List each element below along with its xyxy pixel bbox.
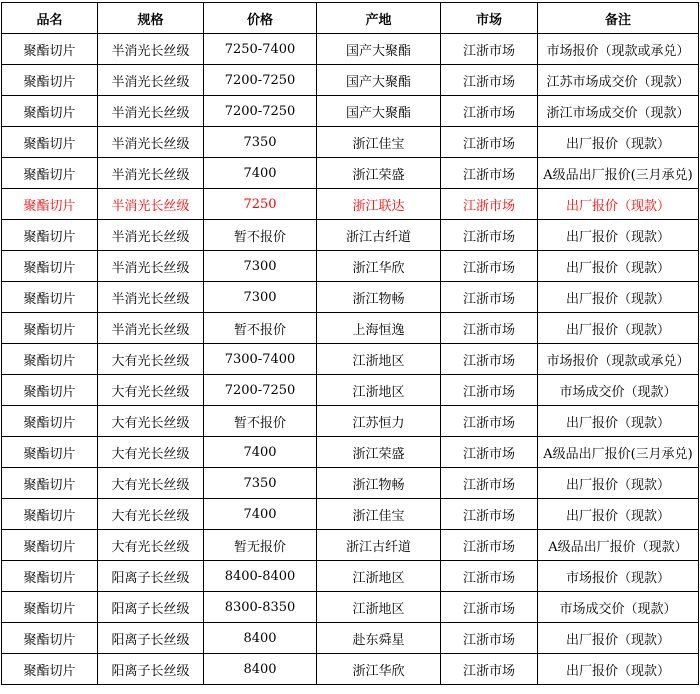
cell-spec: 大有光长丝级 [98, 499, 204, 530]
cell-spec: 大有光长丝级 [98, 375, 204, 406]
table-row [2, 592, 699, 623]
cell-note: 出厂报价（现款） [538, 499, 699, 530]
cell-origin: 浙江荣盛 [317, 437, 441, 468]
cell-spec: 半消光长丝级 [98, 96, 204, 127]
cell-price: 暂不报价 [204, 220, 317, 251]
cell-product: 聚酯切片 [2, 468, 98, 499]
cell-product: 聚酯切片 [2, 127, 98, 158]
cell-product: 聚酯切片 [2, 437, 98, 468]
cell-spec: 大有光长丝级 [98, 344, 204, 375]
cell-origin: 国产大聚酯 [317, 34, 441, 65]
cell-origin: 赴东舜星 [317, 623, 441, 654]
table-row [2, 468, 699, 499]
cell-origin: 江浙地区 [317, 344, 441, 375]
header-product: 品名 [2, 3, 98, 34]
cell-product: 聚酯切片 [2, 313, 98, 344]
cell-spec: 阳离子长丝级 [98, 654, 204, 685]
cell-origin: 浙江联达 [317, 189, 441, 220]
cell-market: 江浙市场 [441, 623, 538, 654]
cell-spec: 大有光长丝级 [98, 468, 204, 499]
cell-price: 7400 [204, 499, 317, 530]
cell-spec: 半消光长丝级 [98, 65, 204, 96]
cell-spec: 半消光长丝级 [98, 158, 204, 189]
table-row [2, 406, 699, 437]
cell-product: 聚酯切片 [2, 406, 98, 437]
cell-origin: 江苏恒力 [317, 406, 441, 437]
cell-spec: 大有光长丝级 [98, 437, 204, 468]
cell-note: 出厂报价（现款） [538, 251, 699, 282]
cell-market: 江浙市场 [441, 406, 538, 437]
cell-origin: 浙江古纤道 [317, 530, 441, 561]
table-row [2, 251, 699, 282]
cell-note: 市场成交价（现款） [538, 375, 699, 406]
cell-market: 江浙市场 [441, 437, 538, 468]
table-row [2, 561, 699, 592]
cell-note: 出厂报价（现款） [538, 623, 699, 654]
cell-product: 聚酯切片 [2, 158, 98, 189]
cell-market: 江浙市场 [441, 127, 538, 158]
cell-market: 江浙市场 [441, 96, 538, 127]
cell-product: 聚酯切片 [2, 189, 98, 220]
cell-price: 暂无报价 [204, 530, 317, 561]
cell-note: 出厂报价（现款） [538, 189, 699, 220]
table-row [2, 344, 699, 375]
cell-spec: 半消光长丝级 [98, 34, 204, 65]
cell-market: 江浙市场 [441, 468, 538, 499]
table-row [2, 282, 699, 313]
cell-origin: 浙江荣盛 [317, 158, 441, 189]
cell-price: 暂不报价 [204, 313, 317, 344]
cell-product: 聚酯切片 [2, 623, 98, 654]
cell-origin: 江浙地区 [317, 592, 441, 623]
cell-product: 聚酯切片 [2, 282, 98, 313]
cell-note: A级品出厂报价(三月承兑) [538, 158, 699, 189]
cell-spec: 大有光长丝级 [98, 530, 204, 561]
cell-note: 出厂报价（现款） [538, 127, 699, 158]
cell-market: 江浙市场 [441, 530, 538, 561]
table-header-row [2, 3, 699, 34]
header-spec: 规格 [98, 3, 204, 34]
cell-origin: 浙江古纤道 [317, 220, 441, 251]
cell-product: 聚酯切片 [2, 654, 98, 685]
table-row [2, 530, 699, 561]
table-row [2, 96, 699, 127]
cell-origin: 上海恒逸 [317, 313, 441, 344]
cell-origin: 浙江华欣 [317, 251, 441, 282]
cell-spec: 半消光长丝级 [98, 251, 204, 282]
cell-price: 7400 [204, 158, 317, 189]
cell-market: 江浙市场 [441, 313, 538, 344]
table-row [2, 189, 699, 220]
cell-market: 江浙市场 [441, 375, 538, 406]
cell-origin: 浙江物畅 [317, 282, 441, 313]
cell-price: 7200-7250 [204, 65, 317, 96]
cell-market: 江浙市场 [441, 499, 538, 530]
cell-price: 8400-8400 [204, 561, 317, 592]
cell-product: 聚酯切片 [2, 96, 98, 127]
cell-note: 出厂报价（现款） [538, 282, 699, 313]
cell-market: 江浙市场 [441, 592, 538, 623]
table-row [2, 34, 699, 65]
cell-price: 7250 [204, 189, 317, 220]
cell-market: 江浙市场 [441, 220, 538, 251]
cell-price: 7300 [204, 251, 317, 282]
cell-product: 聚酯切片 [2, 592, 98, 623]
cell-note: 出厂报价（现款） [538, 654, 699, 685]
cell-origin: 江浙地区 [317, 561, 441, 592]
cell-market: 江浙市场 [441, 654, 538, 685]
cell-note: 江苏市场成交价（现款） [538, 65, 699, 96]
cell-spec: 半消光长丝级 [98, 282, 204, 313]
table-row [2, 127, 699, 158]
cell-product: 聚酯切片 [2, 561, 98, 592]
cell-note: 出厂报价（现款） [538, 313, 699, 344]
cell-spec: 大有光长丝级 [98, 406, 204, 437]
table-row [2, 654, 699, 685]
cell-note: 市场成交价（现款） [538, 592, 699, 623]
table-row [2, 499, 699, 530]
cell-price: 7350 [204, 127, 317, 158]
cell-price: 7200-7250 [204, 375, 317, 406]
cell-product: 聚酯切片 [2, 251, 98, 282]
cell-price: 8400 [204, 654, 317, 685]
table-body [2, 34, 699, 685]
price-table [1, 2, 699, 685]
cell-product: 聚酯切片 [2, 220, 98, 251]
table-row [2, 158, 699, 189]
table-row [2, 437, 699, 468]
cell-note: A级品出厂报价(三月承兑) [538, 437, 699, 468]
cell-origin: 江浙地区 [317, 375, 441, 406]
cell-price: 7200-7250 [204, 96, 317, 127]
cell-product: 聚酯切片 [2, 499, 98, 530]
cell-market: 江浙市场 [441, 282, 538, 313]
cell-origin: 浙江物畅 [317, 468, 441, 499]
cell-price: 7350 [204, 468, 317, 499]
table-row [2, 623, 699, 654]
cell-note: 浙江市场成交价（现款） [538, 96, 699, 127]
cell-spec: 阳离子长丝级 [98, 592, 204, 623]
header-price: 价格 [204, 3, 317, 34]
cell-market: 江浙市场 [441, 158, 538, 189]
cell-price: 暂不报价 [204, 406, 317, 437]
cell-product: 聚酯切片 [2, 344, 98, 375]
cell-product: 聚酯切片 [2, 34, 98, 65]
cell-note: 市场报价（现款或承兑） [538, 344, 699, 375]
cell-spec: 半消光长丝级 [98, 313, 204, 344]
cell-price: 7400 [204, 437, 317, 468]
cell-note: 出厂报价（现款） [538, 468, 699, 499]
cell-note: A级品出厂报价（现款） [538, 530, 699, 561]
cell-price: 7300-7400 [204, 344, 317, 375]
cell-price: 8400 [204, 623, 317, 654]
cell-market: 江浙市场 [441, 344, 538, 375]
cell-product: 聚酯切片 [2, 65, 98, 96]
cell-origin: 浙江华欣 [317, 654, 441, 685]
cell-spec: 阳离子长丝级 [98, 561, 204, 592]
table-row [2, 65, 699, 96]
cell-spec: 半消光长丝级 [98, 220, 204, 251]
cell-origin: 国产大聚酯 [317, 96, 441, 127]
cell-market: 江浙市场 [441, 561, 538, 592]
header-note: 备注 [538, 3, 699, 34]
cell-note: 出厂报价（现款） [538, 406, 699, 437]
cell-origin: 浙江佳宝 [317, 499, 441, 530]
table-row [2, 220, 699, 251]
table-row [2, 375, 699, 406]
cell-note: 市场报价（现款） [538, 561, 699, 592]
cell-price: 8300-8350 [204, 592, 317, 623]
cell-product: 聚酯切片 [2, 530, 98, 561]
header-market: 市场 [441, 3, 538, 34]
cell-origin: 国产大聚酯 [317, 65, 441, 96]
cell-market: 江浙市场 [441, 189, 538, 220]
cell-spec: 半消光长丝级 [98, 189, 204, 220]
cell-product: 聚酯切片 [2, 375, 98, 406]
cell-spec: 半消光长丝级 [98, 127, 204, 158]
cell-origin: 浙江佳宝 [317, 127, 441, 158]
cell-market: 江浙市场 [441, 251, 538, 282]
header-origin: 产地 [317, 3, 441, 34]
cell-note: 市场报价（现款或承兑） [538, 34, 699, 65]
cell-market: 江浙市场 [441, 34, 538, 65]
cell-note: 出厂报价（现款） [538, 220, 699, 251]
cell-price: 7300 [204, 282, 317, 313]
cell-market: 江浙市场 [441, 65, 538, 96]
cell-spec: 阳离子长丝级 [98, 623, 204, 654]
cell-price: 7250-7400 [204, 34, 317, 65]
table-row [2, 313, 699, 344]
